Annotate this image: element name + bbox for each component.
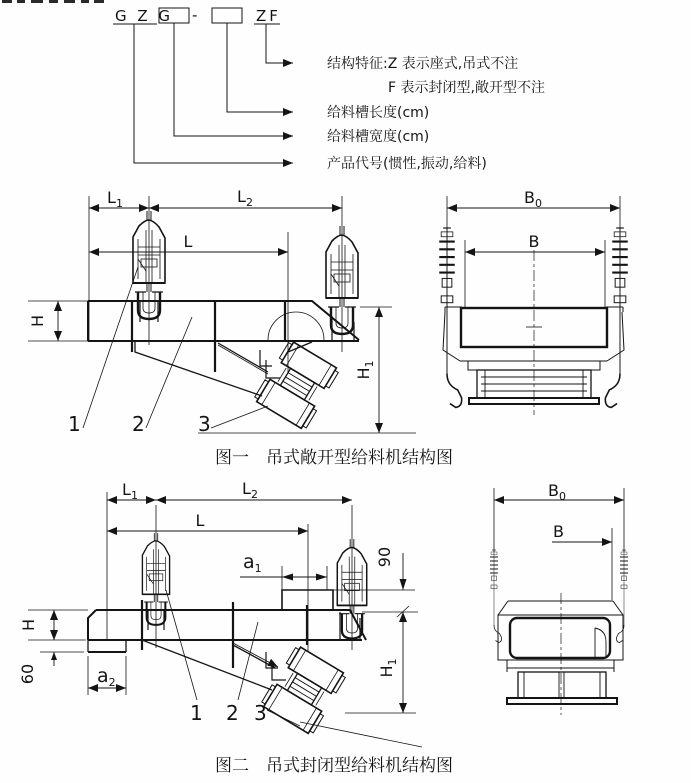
dim-label-l: L bbox=[183, 232, 193, 251]
model-code-prefix: G Z G bbox=[115, 7, 174, 25]
vibration-direction-arrow bbox=[233, 643, 278, 667]
dim-label-b0: $B_0$ bbox=[524, 188, 542, 210]
callout-line-structure bbox=[266, 24, 293, 63]
base-plate bbox=[507, 698, 617, 704]
model-code-separator: - bbox=[192, 6, 201, 24]
vibrator-end bbox=[518, 672, 606, 698]
dome-cover bbox=[268, 312, 324, 340]
figure2-caption: 图二 吊式封闭型给料机结构图 bbox=[215, 756, 453, 776]
figure1-caption: 图一 吊式敞开型给料机结构图 bbox=[215, 448, 453, 468]
label-structure-feature-1: 结构特征:Z 表示座式,吊式不注 bbox=[327, 56, 519, 72]
dim-label-90: 90 bbox=[375, 546, 394, 568]
dim-label-l: L bbox=[195, 511, 205, 530]
dim-label-h: H bbox=[19, 618, 38, 632]
dim-label-b: B bbox=[528, 232, 540, 251]
hanger-brackets bbox=[140, 301, 354, 341]
callout-line-width bbox=[174, 23, 293, 136]
label-trough-length: 给料槽长度(cm) bbox=[327, 105, 430, 121]
part-number-3: 3 bbox=[254, 701, 267, 725]
dim-label-a1: $a_1$ bbox=[243, 551, 262, 575]
part-number-1: 1 bbox=[68, 412, 81, 436]
dim-label-60: 60 bbox=[18, 663, 37, 685]
hanger-brackets bbox=[148, 610, 360, 640]
label-trough-width: 给料槽宽度(cm) bbox=[327, 129, 430, 145]
dim-label-l2: $L_2$ bbox=[237, 187, 253, 209]
vibrator-mount bbox=[260, 350, 280, 378]
part-number-3: 3 bbox=[198, 412, 211, 436]
model-length-box bbox=[212, 8, 242, 23]
label-product-code: 产品代号(惯性,振动,给料) bbox=[327, 156, 487, 172]
callout-line-length bbox=[227, 23, 293, 112]
figure1-end-view bbox=[439, 188, 628, 415]
dim-label-a2: $a_2$ bbox=[97, 665, 116, 689]
dim-label-b0: $B_0$ bbox=[548, 481, 566, 503]
housing bbox=[498, 615, 623, 660]
part-number-1: 1 bbox=[190, 701, 203, 725]
dim-label-b: B bbox=[553, 522, 564, 541]
part-leader-lines bbox=[83, 267, 268, 428]
clipped-text-fragment bbox=[2, 0, 104, 3]
label-structure-feature-2: F 表示封闭型,敞开型不注 bbox=[388, 80, 545, 96]
figure2-side-view bbox=[18, 479, 422, 747]
dim-label-h1: $H_1$ bbox=[354, 360, 376, 380]
figure1-side-view bbox=[28, 187, 416, 436]
model-designation-diagram bbox=[113, 6, 545, 172]
figure2-end-view bbox=[490, 481, 628, 715]
part-number-2: 2 bbox=[226, 701, 239, 725]
part-number-2: 2 bbox=[132, 412, 145, 436]
dim-label-h1: $H_1$ bbox=[377, 658, 399, 678]
dim-label-l2: $L_2$ bbox=[242, 479, 258, 501]
dim-label-l1: $L_1$ bbox=[107, 188, 123, 210]
funnel bbox=[142, 640, 275, 690]
model-code-suffix: ZF bbox=[256, 7, 281, 25]
callout-line-product bbox=[134, 24, 293, 163]
trough-baffles bbox=[132, 301, 285, 372]
dim-label-l1: $L_1$ bbox=[122, 480, 138, 502]
dim-label-h: H bbox=[28, 314, 47, 328]
